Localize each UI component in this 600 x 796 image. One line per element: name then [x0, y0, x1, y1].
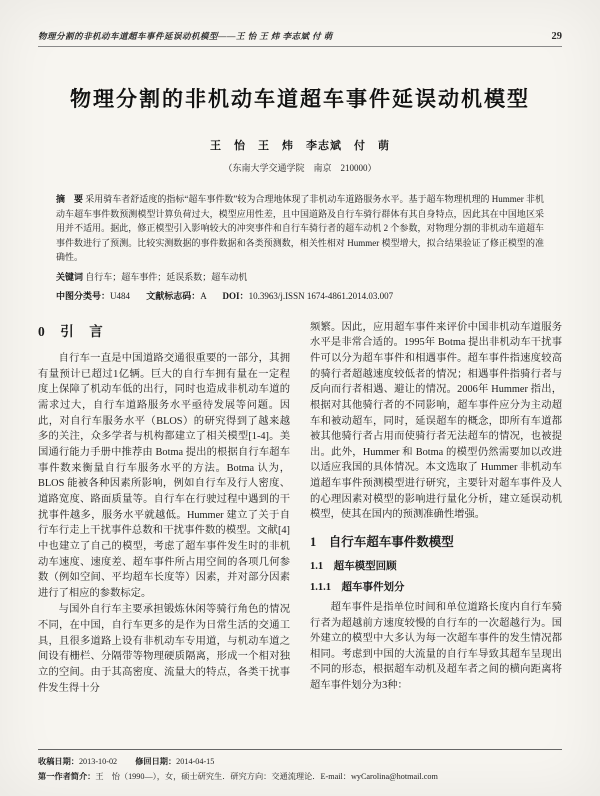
right-column [310, 320, 562, 698]
paper-title: 物理分割的非机动车道超车事件延误动机模型 [70, 87, 530, 111]
paragraph: 频繁。因此，应用超车事件来评价中国非机动车道服务水平是非常合适的。1995年 Botma 提出非机动车干扰事件可以分为超车事件和相遇事件。超车事件指速度较高的骑行者超越速度较低者的情况；相遇事件指骑行者与反向而行者相遇、避让的情况。2006年 Hummer 指出，根据对其他骑行者的不同影响，超车事件应分为主动超车和被动超车，同时，延误超车的概念，即所有车道都被其他骑行者占用而使骑行者无法超车的情况，也被提出。此外，Hummer 和 Botma 的模型仍然需要加以改进以适应我国的具体情况。本文选取了 Hummer 非机动车道超车事件预测模型进行研究，主要针对超车事件及人的心理因素对模型的影响进行量化分析，建立延误动机模型，使其在国内的预测准确性增强。 [310, 321, 562, 521]
running-header [38, 30, 562, 47]
running-title: 物理分割的非机动车道超车事件延误动机模型——王 怡 王 炜 李志斌 付 萌 [38, 31, 333, 41]
authors: 王 怡 王 炜 李志斌 付 萌 [210, 140, 390, 152]
clc-value: U484 [110, 291, 131, 302]
section-1-1-heading: 1.1 超车模型回顾 [310, 561, 397, 572]
doi-value: 10.3963/j.ISSN 1674-4861.2014.03.007 [248, 291, 394, 302]
first-author-bio [38, 770, 562, 784]
doi-label: DOI： [222, 291, 249, 302]
paragraph: 超车事件是指单位时间和单位道路长度内自行车骑行者为超越前方速度较慢的自行车的一次超越行为。国外建立的模型中大多认为每一次超车事件的发生情况都相同。考虑到中国的大流量的自行车导致其超车呈现出不同的形态，根据超车动机及超车者之间的横向距离将超车事件划分为3种： [310, 601, 562, 692]
meta-row [56, 289, 544, 303]
clc-label: 中图分类号： [56, 291, 111, 302]
abstract [56, 192, 544, 265]
footnote-block [38, 749, 562, 784]
abstract-text: 采用骑车者舒适度的指标“超车事件数”较为合理地体现了非机动车道路服务水平。基于超车物理机理的 Hummer 非机动车超车事件数预测模型计算负荷过大，模型应用性差，且中国道路及自行车骑行群体有其自身特点，因此其在中国地区采用并不适用。据此，修正模型引入影响较大的冲突事件和自行车骑行者的超车动机 2 个参数，对物理分割的非机动车道超车事件数进行了预测。比较实测数据的事件数据和各类预测数，相关性相对 Hummer 模型增大，拟合结果验证了修正模型的准确性。 [56, 194, 544, 263]
paragraph: 与国外自行车主要承担锻炼休闲等骑行角色的情况不同，在中国，自行车更多的是作为日常生活的交通工具，且很多道路上设有非机动车专用道，与机动车道之间设有栅栏、分隔带等物理硬质隔离，形成一个相对独立的空间。由于其高密度、流量大的特点，各类干扰事件发生得十分 [38, 604, 290, 694]
received-date-label: 收稿日期： [38, 757, 79, 767]
paragraph: 自行车一直是中国道路交通很重要的一部分，其拥有量预计已超过1亿辆。巨大的自行车拥有量在一定程度上保障了机动车低的出行，同时也造成非机动车道的需求过大，自行车道路服务水平亟待发展等问题。因此，对自行车服务水平（BLOS）的研究得到了越来越多的关注，众多学者与机构都建立了相关模型[1-4]。美国通行能力手册中推荐由 Botma 提出的根据自行车超车事件数来衡量自行车服务水平的方法。Botma 认为，BLOS 能被各种因素所影响，例如自行车及行人密度、道路宽度、路面质量等。自行车在行驶过程中遇到的干扰事件越多，服务水平就越低。Hummer 建立了关于自行车行走上干扰事件总数和干扰事件数的模型。文献[4]中也建立了自己的模型，考虑了超车事件发生时的非机动车速度、速度差、超车事件所占用空间的各项几何参数（例如空间、平均超车长度等）因素，并对部分因素进行了相应的参数标定。 [38, 353, 290, 599]
first-author-bio-label: 第一作者简介： [38, 771, 96, 781]
keywords-label: 关键词 [56, 271, 84, 282]
received-date: 2013-10-02 [78, 757, 118, 767]
body-columns [38, 320, 562, 698]
keywords-row [56, 270, 544, 284]
revised-date-label: 修回日期： [135, 757, 177, 767]
page-number: 29 [551, 31, 562, 42]
section-1-heading: 1 自行车超车事件数模型 [310, 535, 454, 549]
section-0-heading: 0 引 言 [38, 323, 104, 339]
revised-date: 2014-04-15 [176, 757, 215, 767]
section-1-1-1-heading: 1.1.1 超车事件划分 [310, 581, 405, 593]
affiliation: （东南大学交通学院 南京 210000） [223, 163, 377, 173]
left-column [38, 320, 290, 698]
received-dates [38, 755, 562, 769]
doc-code-label: 文献标志码： [146, 291, 201, 302]
first-author-bio-text: 王 怡（1990—），女，硕士研究生．研究方向：交通流理论．E-mail：wyCarolina@hotmail.com [95, 771, 438, 781]
keywords-text: 自行车；超车事件；延误系数；超车动机 [85, 271, 248, 282]
doc-code-value: A [200, 291, 207, 302]
abstract-label: 摘 要 [56, 194, 84, 204]
